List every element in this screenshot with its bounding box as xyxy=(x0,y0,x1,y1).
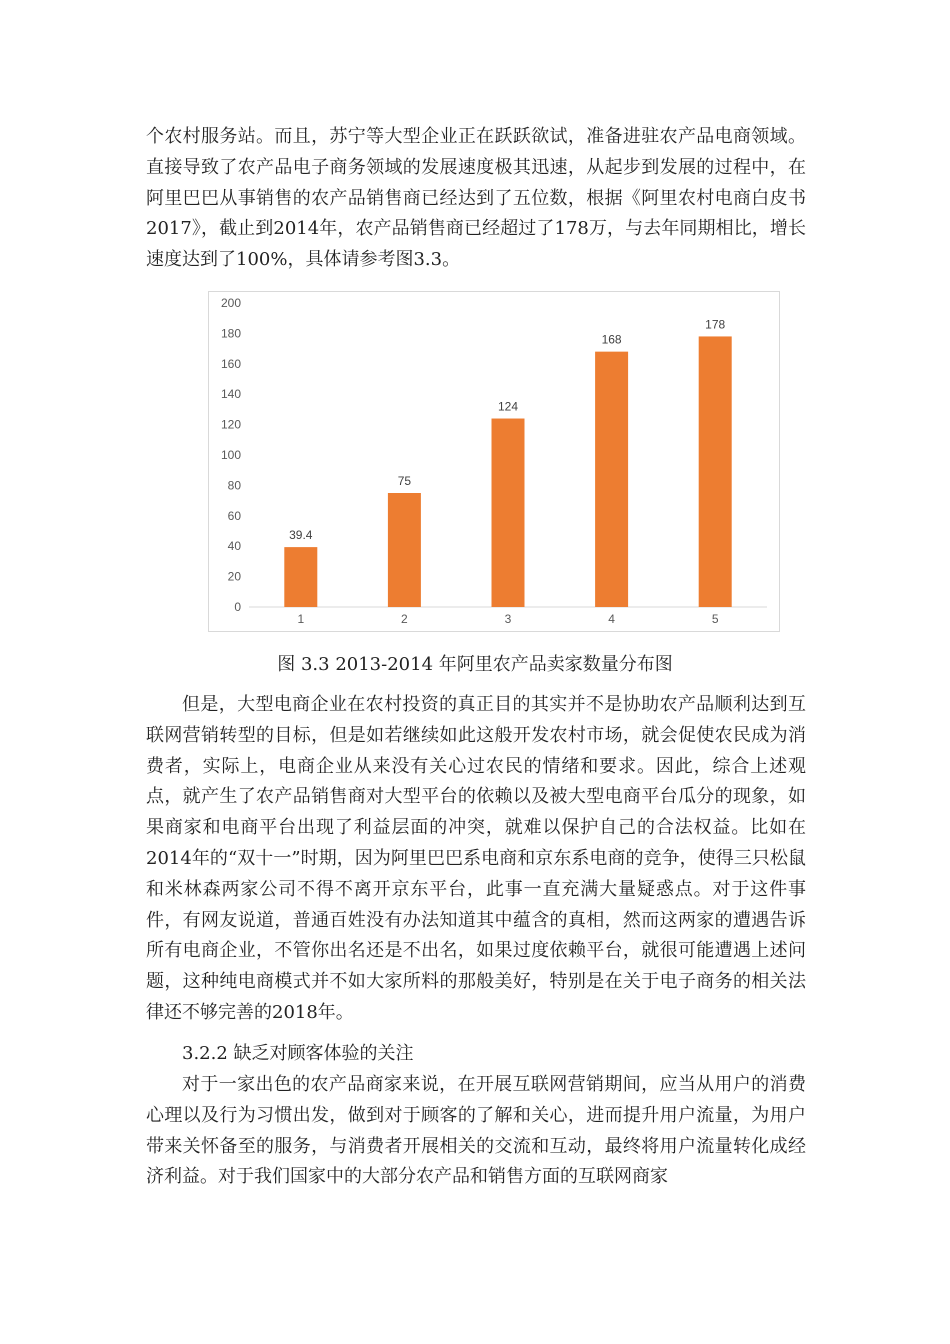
data-label: 168 xyxy=(601,332,622,347)
y-tick-label: 100 xyxy=(220,448,241,462)
y-tick-label: 80 xyxy=(227,478,241,493)
y-tick-label: 200 xyxy=(220,296,241,310)
y-tick-label: 140 xyxy=(220,387,241,402)
y-tick-label: 20 xyxy=(227,569,241,584)
data-label: 178 xyxy=(705,317,726,332)
bar xyxy=(595,352,628,607)
y-tick-label: 40 xyxy=(227,539,241,554)
bar xyxy=(284,547,317,607)
bar xyxy=(388,493,421,607)
y-tick-label: 0 xyxy=(234,600,241,614)
y-tick-label: 160 xyxy=(220,356,241,371)
x-tick-label: 2 xyxy=(401,612,408,626)
section-heading: 3.2.2 缺乏对顾客体验的关注 xyxy=(182,1043,414,1064)
bar xyxy=(699,336,732,607)
y-tick-label: 60 xyxy=(227,508,241,523)
data-label: 75 xyxy=(397,474,412,488)
paragraph-intro: 个农村服务站。而且，苏宁等大型企业正在跃跃欲试，准备进驻农产品电商领域。直接导致了农产品电子商务领域的发展速度极其迅速，从起步到发展的过程中，在阿里巴巴从事销售的农产品销售商已经达到了五位数，根据《阿里农村电商白皮书2017》，截止到2014年，农产品销售商已经超过了178万，与去年同期相比，增长速度达到了100%，具体请参考图3.3。 xyxy=(146,126,806,271)
data-label: 124 xyxy=(497,399,519,414)
x-tick-label: 5 xyxy=(711,612,719,626)
bar-chart-svg xyxy=(209,292,781,633)
figure-caption: 图 3.3 2013-2014 年阿里农产品卖家数量分布图 xyxy=(277,654,673,675)
x-tick-label: 1 xyxy=(297,612,305,626)
paragraph-customer-experience: 对于一家出色的农产品商家来说，在开展互联网营销期间，应当从用户的消费心理以及行为习惯出发，做到对于顾客的了解和关心，进而提升用户流量，为用户带来关怀备至的服务，与消费者开展相关的交流和互动，最终将用户流量转化成经济利益。对于我们国家中的大部分农产品和销售方面的互联网商家 xyxy=(146,1074,806,1188)
bar xyxy=(492,419,525,607)
data-label: 39.4 xyxy=(289,528,313,543)
x-tick-label: 3 xyxy=(504,612,512,626)
x-tick-label: 4 xyxy=(608,612,615,626)
y-tick-label: 120 xyxy=(220,417,241,432)
bar-chart xyxy=(208,291,780,632)
y-tick-label: 180 xyxy=(220,326,241,341)
paragraph-body: 但是，大型电商企业在农村投资的真正目的其实并不是协助农产品顺利达到互联网营销转型的目标，但是如若继续如此这般开发农村市场，就会促使农民成为消费者，实际上，电商企业从来没有关心过农民的情绪和要求。因此，综合上述观点，就产生了农产品销售商对大型平台的依赖以及被大型电商平台瓜分的现象，如果商家和电商平台出现了利益层面的冲突，就难以保护自己的合法权益。比如在2014年的“双十一”时期，因为阿里巴巴系电商和京东系电商的竞争，使得三只松鼠和米林森两家公司不得不离开京东平台，此事一直充满大量疑惑点。对于这件事件，有网友说道，普通百姓没有办法知道其中蕴含的真相，然而这两家的遭遇告诉所有电商企业，不管你出名还是不出名，如果过度依赖平台，就很可能遭遇上述问题，这种纯电商模式并不如大家所料的那般美好，特别是在关于电子商务的相关法律还不够完善的2018年。 xyxy=(146,694,806,1023)
